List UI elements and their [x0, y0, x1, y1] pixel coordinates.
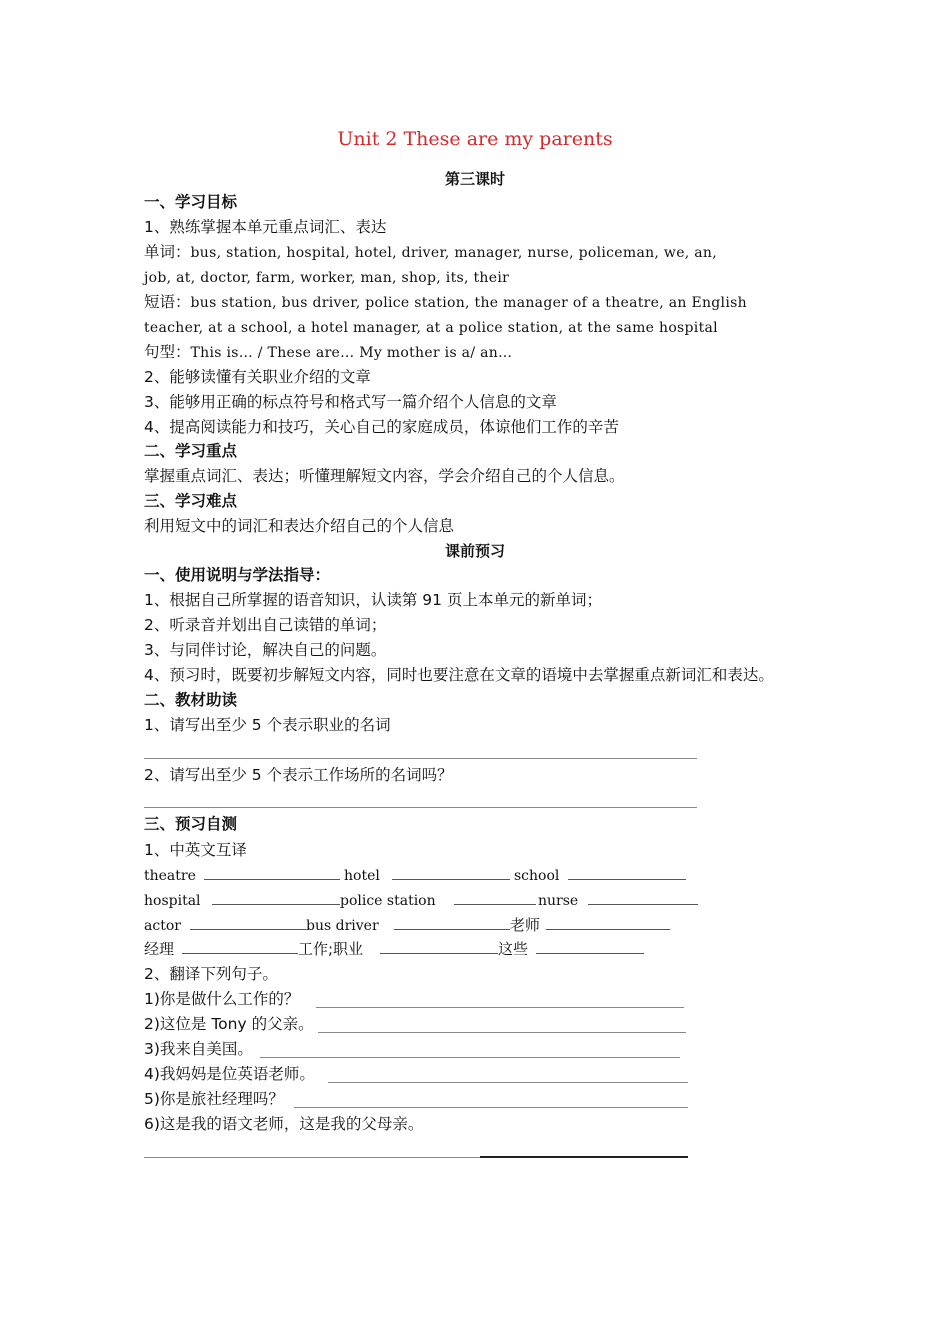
vocab-row-4: [144, 938, 644, 960]
goal-1: 1、熟练掌握本单元重点词汇、表达: [144, 218, 387, 236]
phrase-line-1: [144, 291, 747, 314]
word-hospital: hospital: [144, 893, 201, 909]
vocab-words-2: job, at, doctor, farm, worker, man, shop, its, their: [144, 270, 510, 286]
unit-title: Unit 2 These are my parents: [337, 128, 613, 150]
sentence-4: 4)我妈妈是位英语老师。: [144, 1065, 315, 1083]
word-job-cn: 工作;职业: [298, 940, 364, 958]
reading-heading: 二、教材助读: [144, 691, 238, 709]
lesson-title: 第三课时: [444, 170, 505, 188]
answer-line-s5[interactable]: [294, 1107, 688, 1108]
guide-4: 4、预习时，既要初步解短文内容，同时也要注意在文章的语境中去掌握重点新词汇和表达。: [144, 666, 774, 684]
word-nurse: nurse: [538, 893, 579, 909]
answer-line-occupations[interactable]: [144, 758, 697, 759]
sentence-2: 2)这位是 Tony 的父亲。: [144, 1015, 314, 1033]
reading-task-2: 2、请写出至少 5 个表示工作场所的名词吗？: [144, 766, 453, 784]
sentence-patterns: This is… / These are… My mother is a/ an…: [190, 345, 513, 361]
word-bus-driver: bus driver: [306, 918, 379, 934]
answer-line-s6-a[interactable]: [144, 1157, 480, 1158]
word-police-station: police station: [340, 893, 436, 909]
answer-line-s4[interactable]: [328, 1082, 688, 1083]
sentence-label: 句型：: [144, 343, 191, 361]
key-points-text: 掌握重点词汇、表达；听懂理解短文内容，学会介绍自己的个人信息。: [144, 467, 625, 485]
blank-manager[interactable]: [182, 939, 298, 954]
answer-line-s6-b[interactable]: [480, 1156, 688, 1158]
blank-these[interactable]: [536, 939, 644, 954]
answer-line-s3[interactable]: [260, 1057, 680, 1058]
translate-heading: 1、中英文互译: [144, 841, 247, 859]
answer-line-s1[interactable]: [316, 1007, 684, 1008]
blank-actor[interactable]: [190, 915, 306, 930]
blank-teacher[interactable]: [546, 915, 670, 930]
vocab-line-1: [144, 241, 717, 264]
blank-bus-driver[interactable]: [394, 915, 510, 930]
sentence-6: 6)这是我的语文老师，这是我的父母亲。: [144, 1115, 424, 1133]
guide-2: 2、听录音并划出自己读错的单词；: [144, 616, 387, 634]
blank-hotel[interactable]: [392, 865, 510, 880]
goal-4: 4、提高阅读能力和技巧，关心自己的家庭成员，体谅他们工作的辛苦: [144, 418, 619, 436]
reading-task-1: 1、请写出至少 5 个表示职业的名词: [144, 716, 391, 734]
word-actor: actor: [144, 918, 181, 934]
answer-line-workplaces[interactable]: [144, 807, 697, 808]
blank-job[interactable]: [380, 939, 498, 954]
difficult-points-heading: 三、学习难点: [144, 492, 238, 510]
sentence-1: 1)你是做什么工作的？: [144, 990, 300, 1008]
word-hotel: hotel: [344, 868, 380, 884]
vocab-row-3: [144, 914, 670, 937]
self-test-heading: 三、预习自测: [144, 815, 238, 833]
answer-line-s2[interactable]: [318, 1032, 686, 1033]
blank-police-station[interactable]: [454, 890, 536, 905]
blank-theatre[interactable]: [204, 865, 340, 880]
goal-2: 2、能够读懂有关职业介绍的文章: [144, 368, 371, 386]
goal-3: 3、能够用正确的标点符号和格式写一篇介绍个人信息的文章: [144, 393, 557, 411]
guide-1: 1、根据自己所掌握的语音知识，认读第 91 页上本单元的新单词；: [144, 591, 602, 609]
blank-school[interactable]: [568, 865, 686, 880]
sentences-heading: 2、翻译下列句子。: [144, 965, 278, 983]
sentence-pattern-line: [144, 341, 512, 364]
preview-title: 课前预习: [444, 542, 505, 560]
word-these-cn: 这些: [498, 940, 529, 958]
blank-hospital[interactable]: [212, 890, 340, 905]
vocab-label: 单词：: [144, 243, 191, 261]
guide-heading: 一、使用说明与学法指导：: [144, 566, 331, 584]
word-school: school: [514, 868, 560, 884]
difficult-points-text: 利用短文中的词汇和表达介绍自己的个人信息: [144, 517, 455, 535]
vocab-words-1: bus, station, hospital, hotel, driver, manager, nurse, policeman, we, an,: [190, 245, 717, 261]
phrase-words-2: teacher, at a school, a hotel manager, at a police station, at the same hospital: [144, 320, 718, 336]
guide-3: 3、与同伴讨论，解决自己的问题。: [144, 641, 387, 659]
phrase-words-1: bus station, bus driver, police station, the manager of a theatre, an English: [190, 295, 747, 311]
word-manager-cn: 经理: [144, 940, 175, 958]
goals-heading: 一、学习目标: [144, 193, 238, 211]
word-theatre: theatre: [144, 868, 196, 884]
key-points-heading: 二、学习重点: [144, 442, 238, 460]
vocab-row-2: [144, 889, 698, 912]
sentence-3: 3)我来自美国。: [144, 1040, 253, 1058]
vocab-row-1: [144, 864, 686, 887]
word-teacher-cn: 老师: [510, 916, 541, 934]
blank-nurse[interactable]: [588, 890, 698, 905]
sentence-5: 5)你是旅社经理吗？: [144, 1090, 284, 1108]
phrase-label: 短语：: [144, 293, 191, 311]
